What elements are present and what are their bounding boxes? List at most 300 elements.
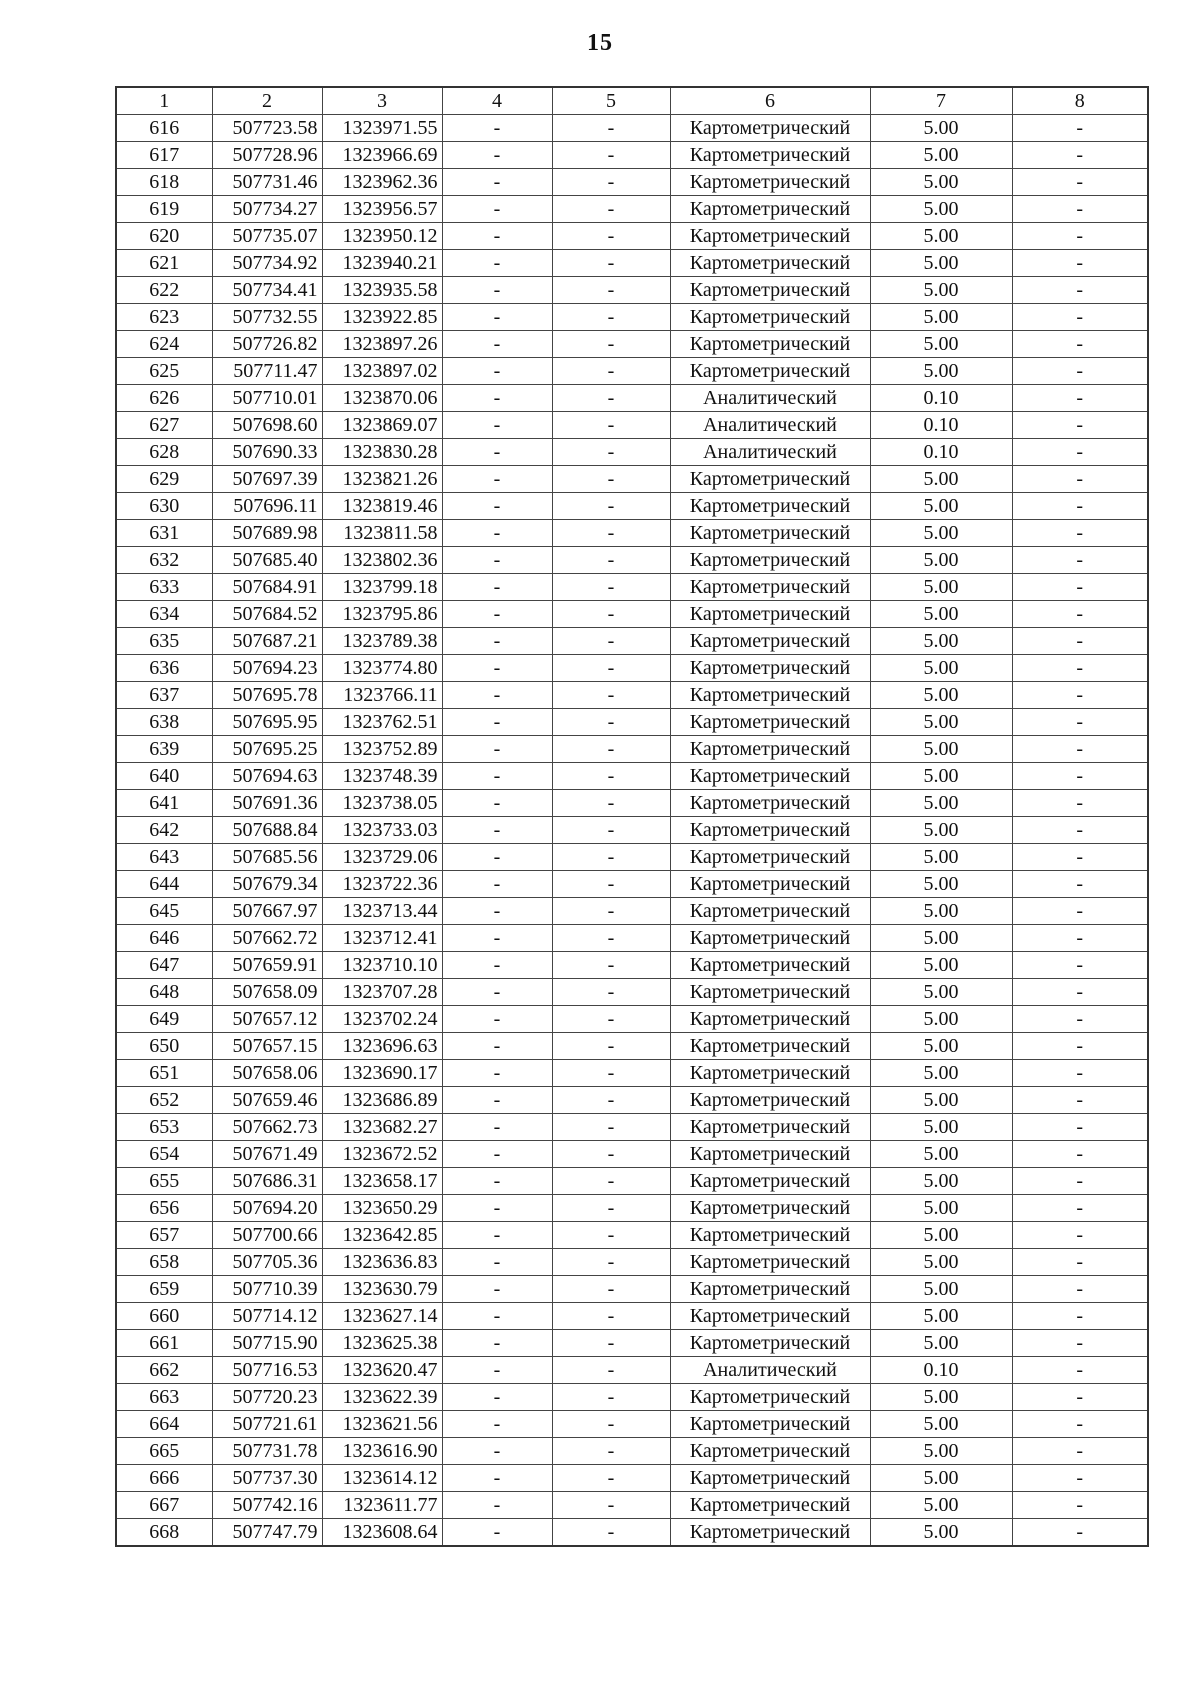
col8-cell: - [1012,439,1148,466]
col8-cell: - [1012,1465,1148,1492]
y-coordinate-cell: 1323748.39 [322,763,442,790]
point-number-cell: 656 [116,1195,212,1222]
point-number-cell: 638 [116,709,212,736]
table-row [116,1465,1148,1492]
col5-cell: - [552,1249,670,1276]
x-coordinate-cell: 507735.07 [212,223,322,250]
table-row [116,277,1148,304]
accuracy-cell: 5.00 [870,709,1012,736]
col4-cell: - [442,1114,552,1141]
col8-cell: - [1012,871,1148,898]
y-coordinate-cell: 1323712.41 [322,925,442,952]
table-row [116,574,1148,601]
accuracy-cell: 0.10 [870,1357,1012,1384]
x-coordinate-cell: 507658.06 [212,1060,322,1087]
table-row [116,898,1148,925]
col4-cell: - [442,925,552,952]
y-coordinate-cell: 1323897.02 [322,358,442,385]
accuracy-cell: 5.00 [870,844,1012,871]
method-cell: Картометрический [670,196,870,223]
col8-cell: - [1012,1384,1148,1411]
col8-cell: - [1012,412,1148,439]
col5-cell: - [552,844,670,871]
method-cell: Картометрический [670,250,870,277]
method-cell: Картометрический [670,844,870,871]
table-row [116,1168,1148,1195]
method-cell: Картометрический [670,601,870,628]
col5-cell: - [552,574,670,601]
x-coordinate-cell: 507711.47 [212,358,322,385]
table-row [116,1249,1148,1276]
col8-cell: - [1012,277,1148,304]
col8-cell: - [1012,466,1148,493]
accuracy-cell: 5.00 [870,655,1012,682]
point-number-cell: 650 [116,1033,212,1060]
point-number-cell: 643 [116,844,212,871]
x-coordinate-cell: 507662.72 [212,925,322,952]
col5-cell: - [552,547,670,574]
col4-cell: - [442,1330,552,1357]
method-cell: Картометрический [670,1168,870,1195]
point-number-cell: 617 [116,142,212,169]
y-coordinate-cell: 1323650.29 [322,1195,442,1222]
col8-cell: - [1012,304,1148,331]
col4-cell: - [442,1519,552,1547]
col8-cell: - [1012,1168,1148,1195]
y-coordinate-cell: 1323630.79 [322,1276,442,1303]
point-number-cell: 654 [116,1141,212,1168]
accuracy-cell: 5.00 [870,1141,1012,1168]
point-number-cell: 640 [116,763,212,790]
col5-cell: - [552,1492,670,1519]
col4-cell: - [442,979,552,1006]
x-coordinate-cell: 507737.30 [212,1465,322,1492]
col5-cell: - [552,1303,670,1330]
col4-cell: - [442,844,552,871]
point-number-cell: 647 [116,952,212,979]
x-coordinate-cell: 507671.49 [212,1141,322,1168]
method-cell: Картометрический [670,736,870,763]
col8-cell: - [1012,1330,1148,1357]
x-coordinate-cell: 507695.78 [212,682,322,709]
y-coordinate-cell: 1323869.07 [322,412,442,439]
y-coordinate-cell: 1323713.44 [322,898,442,925]
accuracy-cell: 5.00 [870,169,1012,196]
col8-cell: - [1012,574,1148,601]
table-row [116,601,1148,628]
table-row [116,1087,1148,1114]
method-cell: Картометрический [670,709,870,736]
col4-cell: - [442,1384,552,1411]
accuracy-cell: 5.00 [870,493,1012,520]
table-row [116,655,1148,682]
col5-cell: - [552,1330,670,1357]
col4-cell: - [442,520,552,547]
x-coordinate-cell: 507728.96 [212,142,322,169]
column-header: 6 [670,87,870,115]
col8-cell: - [1012,1141,1148,1168]
point-number-cell: 658 [116,1249,212,1276]
method-cell: Картометрический [670,304,870,331]
method-cell: Картометрический [670,1087,870,1114]
y-coordinate-cell: 1323897.26 [322,331,442,358]
table-row [116,412,1148,439]
table-row [116,952,1148,979]
accuracy-cell: 5.00 [870,1276,1012,1303]
accuracy-cell: 5.00 [870,601,1012,628]
accuracy-cell: 5.00 [870,142,1012,169]
method-cell: Картометрический [670,1222,870,1249]
col5-cell: - [552,736,670,763]
col4-cell: - [442,547,552,574]
x-coordinate-cell: 507720.23 [212,1384,322,1411]
col8-cell: - [1012,655,1148,682]
table-row [116,169,1148,196]
y-coordinate-cell: 1323722.36 [322,871,442,898]
col5-cell: - [552,1222,670,1249]
method-cell: Картометрический [670,1114,870,1141]
x-coordinate-cell: 507658.09 [212,979,322,1006]
column-header: 5 [552,87,670,115]
col4-cell: - [442,574,552,601]
table-row [116,1303,1148,1330]
y-coordinate-cell: 1323710.10 [322,952,442,979]
y-coordinate-cell: 1323621.56 [322,1411,442,1438]
col8-cell: - [1012,1411,1148,1438]
y-coordinate-cell: 1323616.90 [322,1438,442,1465]
point-number-cell: 667 [116,1492,212,1519]
x-coordinate-cell: 507696.11 [212,493,322,520]
col5-cell: - [552,466,670,493]
table-row [116,358,1148,385]
col8-cell: - [1012,1087,1148,1114]
table-row [116,1411,1148,1438]
col8-cell: - [1012,331,1148,358]
col4-cell: - [442,196,552,223]
col8-cell: - [1012,601,1148,628]
method-cell: Картометрический [670,1519,870,1547]
table-row [116,979,1148,1006]
table-row [116,1222,1148,1249]
x-coordinate-cell: 507705.36 [212,1249,322,1276]
col4-cell: - [442,1438,552,1465]
method-cell: Картометрический [670,277,870,304]
accuracy-cell: 5.00 [870,1114,1012,1141]
point-number-cell: 624 [116,331,212,358]
y-coordinate-cell: 1323922.85 [322,304,442,331]
method-cell: Картометрический [670,979,870,1006]
col8-cell: - [1012,250,1148,277]
col8-cell: - [1012,1222,1148,1249]
y-coordinate-cell: 1323766.11 [322,682,442,709]
table-row [116,736,1148,763]
point-number-cell: 634 [116,601,212,628]
x-coordinate-cell: 507726.82 [212,331,322,358]
accuracy-cell: 5.00 [870,952,1012,979]
col5-cell: - [552,1384,670,1411]
col4-cell: - [442,682,552,709]
col8-cell: - [1012,1060,1148,1087]
col4-cell: - [442,142,552,169]
y-coordinate-cell: 1323935.58 [322,277,442,304]
x-coordinate-cell: 507684.52 [212,601,322,628]
col5-cell: - [552,223,670,250]
point-number-cell: 633 [116,574,212,601]
method-cell: Картометрический [670,520,870,547]
x-coordinate-cell: 507657.15 [212,1033,322,1060]
accuracy-cell: 5.00 [870,1384,1012,1411]
col4-cell: - [442,1222,552,1249]
col5-cell: - [552,655,670,682]
col4-cell: - [442,628,552,655]
accuracy-cell: 0.10 [870,412,1012,439]
table-header-row [116,87,1148,115]
point-number-cell: 639 [116,736,212,763]
col8-cell: - [1012,736,1148,763]
col8-cell: - [1012,547,1148,574]
y-coordinate-cell: 1323830.28 [322,439,442,466]
table-row [116,385,1148,412]
method-cell: Картометрический [670,1438,870,1465]
y-coordinate-cell: 1323966.69 [322,142,442,169]
accuracy-cell: 5.00 [870,1033,1012,1060]
x-coordinate-cell: 507685.40 [212,547,322,574]
accuracy-cell: 5.00 [870,547,1012,574]
col8-cell: - [1012,790,1148,817]
point-number-cell: 657 [116,1222,212,1249]
accuracy-cell: 5.00 [870,1060,1012,1087]
x-coordinate-cell: 507716.53 [212,1357,322,1384]
method-cell: Картометрический [670,1303,870,1330]
col8-cell: - [1012,1114,1148,1141]
point-number-cell: 660 [116,1303,212,1330]
col5-cell: - [552,304,670,331]
accuracy-cell: 5.00 [870,1222,1012,1249]
x-coordinate-cell: 507698.60 [212,412,322,439]
col8-cell: - [1012,142,1148,169]
accuracy-cell: 5.00 [870,628,1012,655]
y-coordinate-cell: 1323729.06 [322,844,442,871]
col5-cell: - [552,1195,670,1222]
col8-cell: - [1012,1033,1148,1060]
point-number-cell: 649 [116,1006,212,1033]
point-number-cell: 646 [116,925,212,952]
method-cell: Картометрический [670,1141,870,1168]
accuracy-cell: 5.00 [870,1249,1012,1276]
col4-cell: - [442,1303,552,1330]
point-number-cell: 625 [116,358,212,385]
col8-cell: - [1012,385,1148,412]
method-cell: Картометрический [670,682,870,709]
point-number-cell: 616 [116,115,212,142]
x-coordinate-cell: 507731.46 [212,169,322,196]
table-row [116,1006,1148,1033]
col4-cell: - [442,1411,552,1438]
method-cell: Картометрический [670,790,870,817]
method-cell: Картометрический [670,817,870,844]
col5-cell: - [552,1411,670,1438]
x-coordinate-cell: 507694.20 [212,1195,322,1222]
accuracy-cell: 5.00 [870,1303,1012,1330]
y-coordinate-cell: 1323795.86 [322,601,442,628]
col8-cell: - [1012,223,1148,250]
col5-cell: - [552,385,670,412]
col8-cell: - [1012,628,1148,655]
point-number-cell: 626 [116,385,212,412]
method-cell: Картометрический [670,1276,870,1303]
col4-cell: - [442,898,552,925]
method-cell: Картометрический [670,871,870,898]
col4-cell: - [442,1195,552,1222]
y-coordinate-cell: 1323622.39 [322,1384,442,1411]
y-coordinate-cell: 1323774.80 [322,655,442,682]
table-row [116,817,1148,844]
point-number-cell: 629 [116,466,212,493]
x-coordinate-cell: 507694.63 [212,763,322,790]
col5-cell: - [552,520,670,547]
point-number-cell: 622 [116,277,212,304]
column-header: 3 [322,87,442,115]
col5-cell: - [552,682,670,709]
table-row [116,115,1148,142]
col4-cell: - [442,1249,552,1276]
col8-cell: - [1012,196,1148,223]
col4-cell: - [442,952,552,979]
col8-cell: - [1012,493,1148,520]
accuracy-cell: 5.00 [870,1519,1012,1547]
y-coordinate-cell: 1323614.12 [322,1465,442,1492]
point-number-cell: 655 [116,1168,212,1195]
col8-cell: - [1012,817,1148,844]
y-coordinate-cell: 1323658.17 [322,1168,442,1195]
accuracy-cell: 5.00 [870,1492,1012,1519]
table-row [116,547,1148,574]
point-number-cell: 627 [116,412,212,439]
accuracy-cell: 5.00 [870,520,1012,547]
accuracy-cell: 5.00 [870,1465,1012,1492]
point-number-cell: 618 [116,169,212,196]
method-cell: Картометрический [670,115,870,142]
col5-cell: - [552,1357,670,1384]
col5-cell: - [552,925,670,952]
col4-cell: - [442,412,552,439]
point-number-cell: 630 [116,493,212,520]
table-row [116,1060,1148,1087]
method-cell: Картометрический [670,493,870,520]
table-row [116,1357,1148,1384]
col4-cell: - [442,115,552,142]
col8-cell: - [1012,1249,1148,1276]
col4-cell: - [442,1141,552,1168]
col8-cell: - [1012,1195,1148,1222]
method-cell: Картометрический [670,547,870,574]
method-cell: Картометрический [670,466,870,493]
point-number-cell: 637 [116,682,212,709]
table-row [116,709,1148,736]
point-number-cell: 632 [116,547,212,574]
table-body [116,115,1148,1547]
point-number-cell: 652 [116,1087,212,1114]
method-cell: Картометрический [670,358,870,385]
point-number-cell: 665 [116,1438,212,1465]
col8-cell: - [1012,1276,1148,1303]
col8-cell: - [1012,844,1148,871]
column-header: 4 [442,87,552,115]
col5-cell: - [552,871,670,898]
x-coordinate-cell: 507710.39 [212,1276,322,1303]
col4-cell: - [442,1060,552,1087]
table-row [116,1114,1148,1141]
table-row [116,520,1148,547]
y-coordinate-cell: 1323682.27 [322,1114,442,1141]
col4-cell: - [442,655,552,682]
x-coordinate-cell: 507690.33 [212,439,322,466]
point-number-cell: 668 [116,1519,212,1547]
method-cell: Картометрический [670,1384,870,1411]
col8-cell: - [1012,925,1148,952]
col8-cell: - [1012,763,1148,790]
y-coordinate-cell: 1323672.52 [322,1141,442,1168]
table-row [116,304,1148,331]
col4-cell: - [442,439,552,466]
x-coordinate-cell: 507659.46 [212,1087,322,1114]
col4-cell: - [442,1492,552,1519]
accuracy-cell: 5.00 [870,1330,1012,1357]
y-coordinate-cell: 1323738.05 [322,790,442,817]
x-coordinate-cell: 507659.91 [212,952,322,979]
accuracy-cell: 5.00 [870,223,1012,250]
accuracy-cell: 5.00 [870,925,1012,952]
x-coordinate-cell: 507697.39 [212,466,322,493]
accuracy-cell: 5.00 [870,1087,1012,1114]
method-cell: Аналитический [670,412,870,439]
y-coordinate-cell: 1323799.18 [322,574,442,601]
accuracy-cell: 5.00 [870,574,1012,601]
col4-cell: - [442,358,552,385]
col4-cell: - [442,817,552,844]
point-number-cell: 651 [116,1060,212,1087]
col5-cell: - [552,1276,670,1303]
method-cell: Картометрический [670,1492,870,1519]
col8-cell: - [1012,1438,1148,1465]
col5-cell: - [552,628,670,655]
accuracy-cell: 5.00 [870,1195,1012,1222]
col8-cell: - [1012,520,1148,547]
col8-cell: - [1012,115,1148,142]
accuracy-cell: 5.00 [870,115,1012,142]
accuracy-cell: 5.00 [870,196,1012,223]
x-coordinate-cell: 507657.12 [212,1006,322,1033]
table-row [116,871,1148,898]
col5-cell: - [552,601,670,628]
method-cell: Картометрический [670,1330,870,1357]
col5-cell: - [552,331,670,358]
x-coordinate-cell: 507694.23 [212,655,322,682]
col8-cell: - [1012,952,1148,979]
col5-cell: - [552,898,670,925]
accuracy-cell: 0.10 [870,439,1012,466]
y-coordinate-cell: 1323956.57 [322,196,442,223]
accuracy-cell: 0.10 [870,385,1012,412]
col4-cell: - [442,385,552,412]
col8-cell: - [1012,1006,1148,1033]
accuracy-cell: 5.00 [870,790,1012,817]
table-row [116,844,1148,871]
table-row [116,493,1148,520]
accuracy-cell: 5.00 [870,979,1012,1006]
method-cell: Аналитический [670,1357,870,1384]
column-header: 7 [870,87,1012,115]
